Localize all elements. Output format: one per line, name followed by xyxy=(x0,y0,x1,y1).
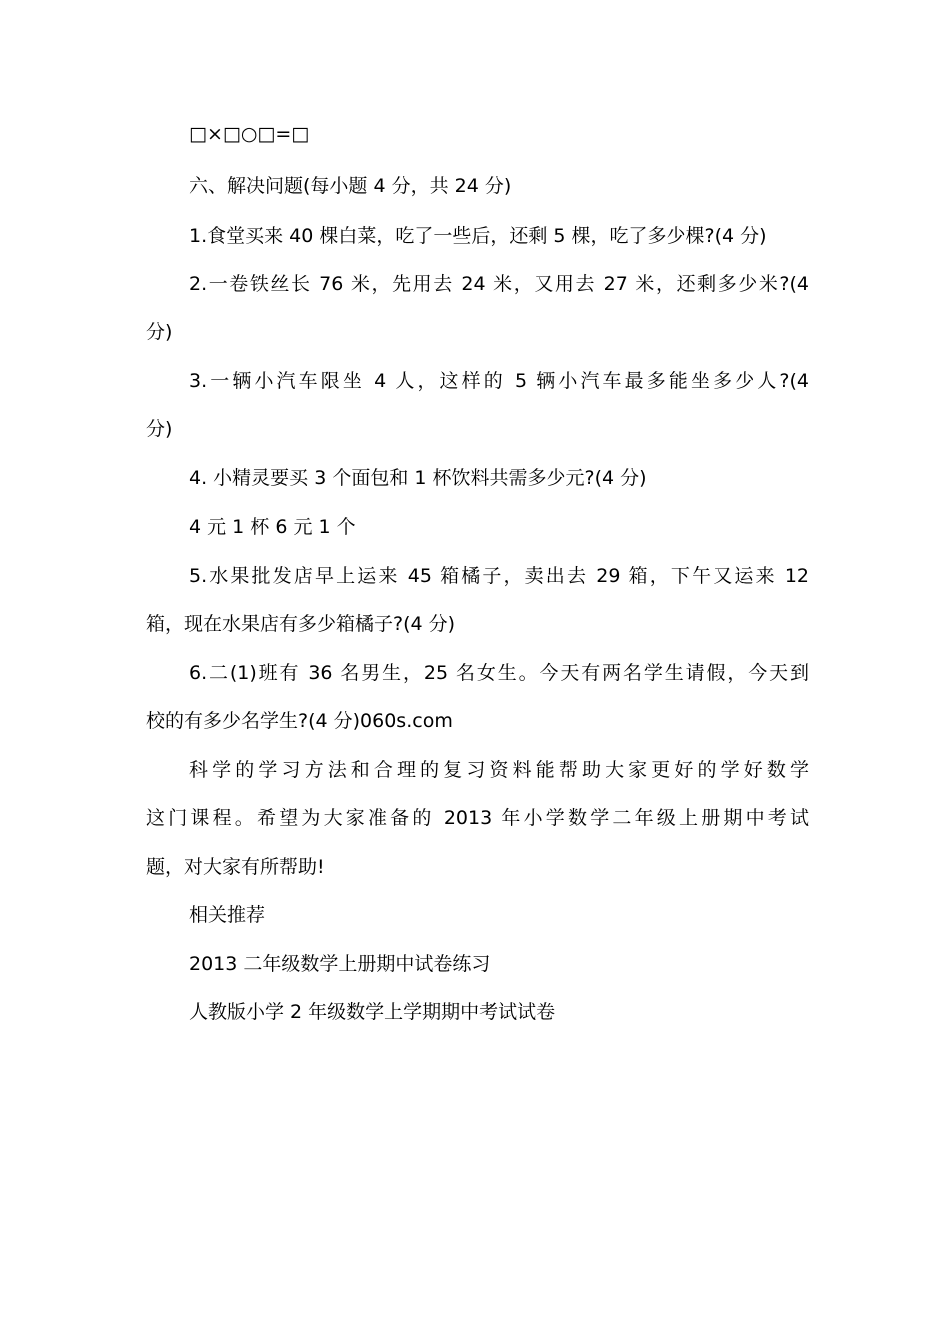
question-6-line-2: 校的有多少名学生?(4 分)060s.com xyxy=(146,710,453,732)
question-3-line-1: 3.一辆小汽车限坐 4 人，这样的 5 辆小汽车最多能坐多少人?(4 xyxy=(189,370,809,392)
question-4: 4. 小精灵要买 3 个面包和 1 杯饮料共需多少元?(4 分) xyxy=(189,467,647,489)
closing-paragraph-line-1: 科学的学习方法和合理的复习资料能帮助大家更好的学好数学 xyxy=(189,759,809,781)
related-item-1: 2013 二年级数学上册期中试卷练习 xyxy=(189,953,491,975)
related-heading: 相关推荐 xyxy=(189,904,266,926)
question-6-line-1: 6.二(1)班有 36 名男生，25 名女生。今天有两名学生请假，今天到 xyxy=(189,662,809,684)
question-2-line-1: 2.一卷铁丝长 76 米，先用去 24 米，又用去 27 米，还剩多少米?(4 xyxy=(189,273,809,295)
question-4-prices: 4 元 1 杯 6 元 1 个 xyxy=(189,516,356,538)
question-3-line-2: 分) xyxy=(146,418,173,440)
question-5-line-2: 箱，现在水果店有多少箱橘子?(4 分) xyxy=(146,613,456,635)
equation-template: □×□○□=□ xyxy=(189,123,310,145)
closing-paragraph-line-2: 这门课程。希望为大家准备的 2013 年小学数学二年级上册期中考试 xyxy=(146,807,809,829)
section-heading: 六、解决问题(每小题 4 分，共 24 分) xyxy=(189,175,512,197)
closing-paragraph-line-3: 题，对大家有所帮助! xyxy=(146,856,325,878)
question-2-line-2: 分) xyxy=(146,321,173,343)
related-item-2: 人教版小学 2 年级数学上学期期中考试试卷 xyxy=(189,1001,556,1023)
question-1: 1.食堂买来 40 棵白菜，吃了一些后，还剩 5 棵，吃了多少棵?(4 分) xyxy=(189,225,767,247)
question-5-line-1: 5.水果批发店早上运来 45 箱橘子，卖出去 29 箱，下午又运来 12 xyxy=(189,565,809,587)
